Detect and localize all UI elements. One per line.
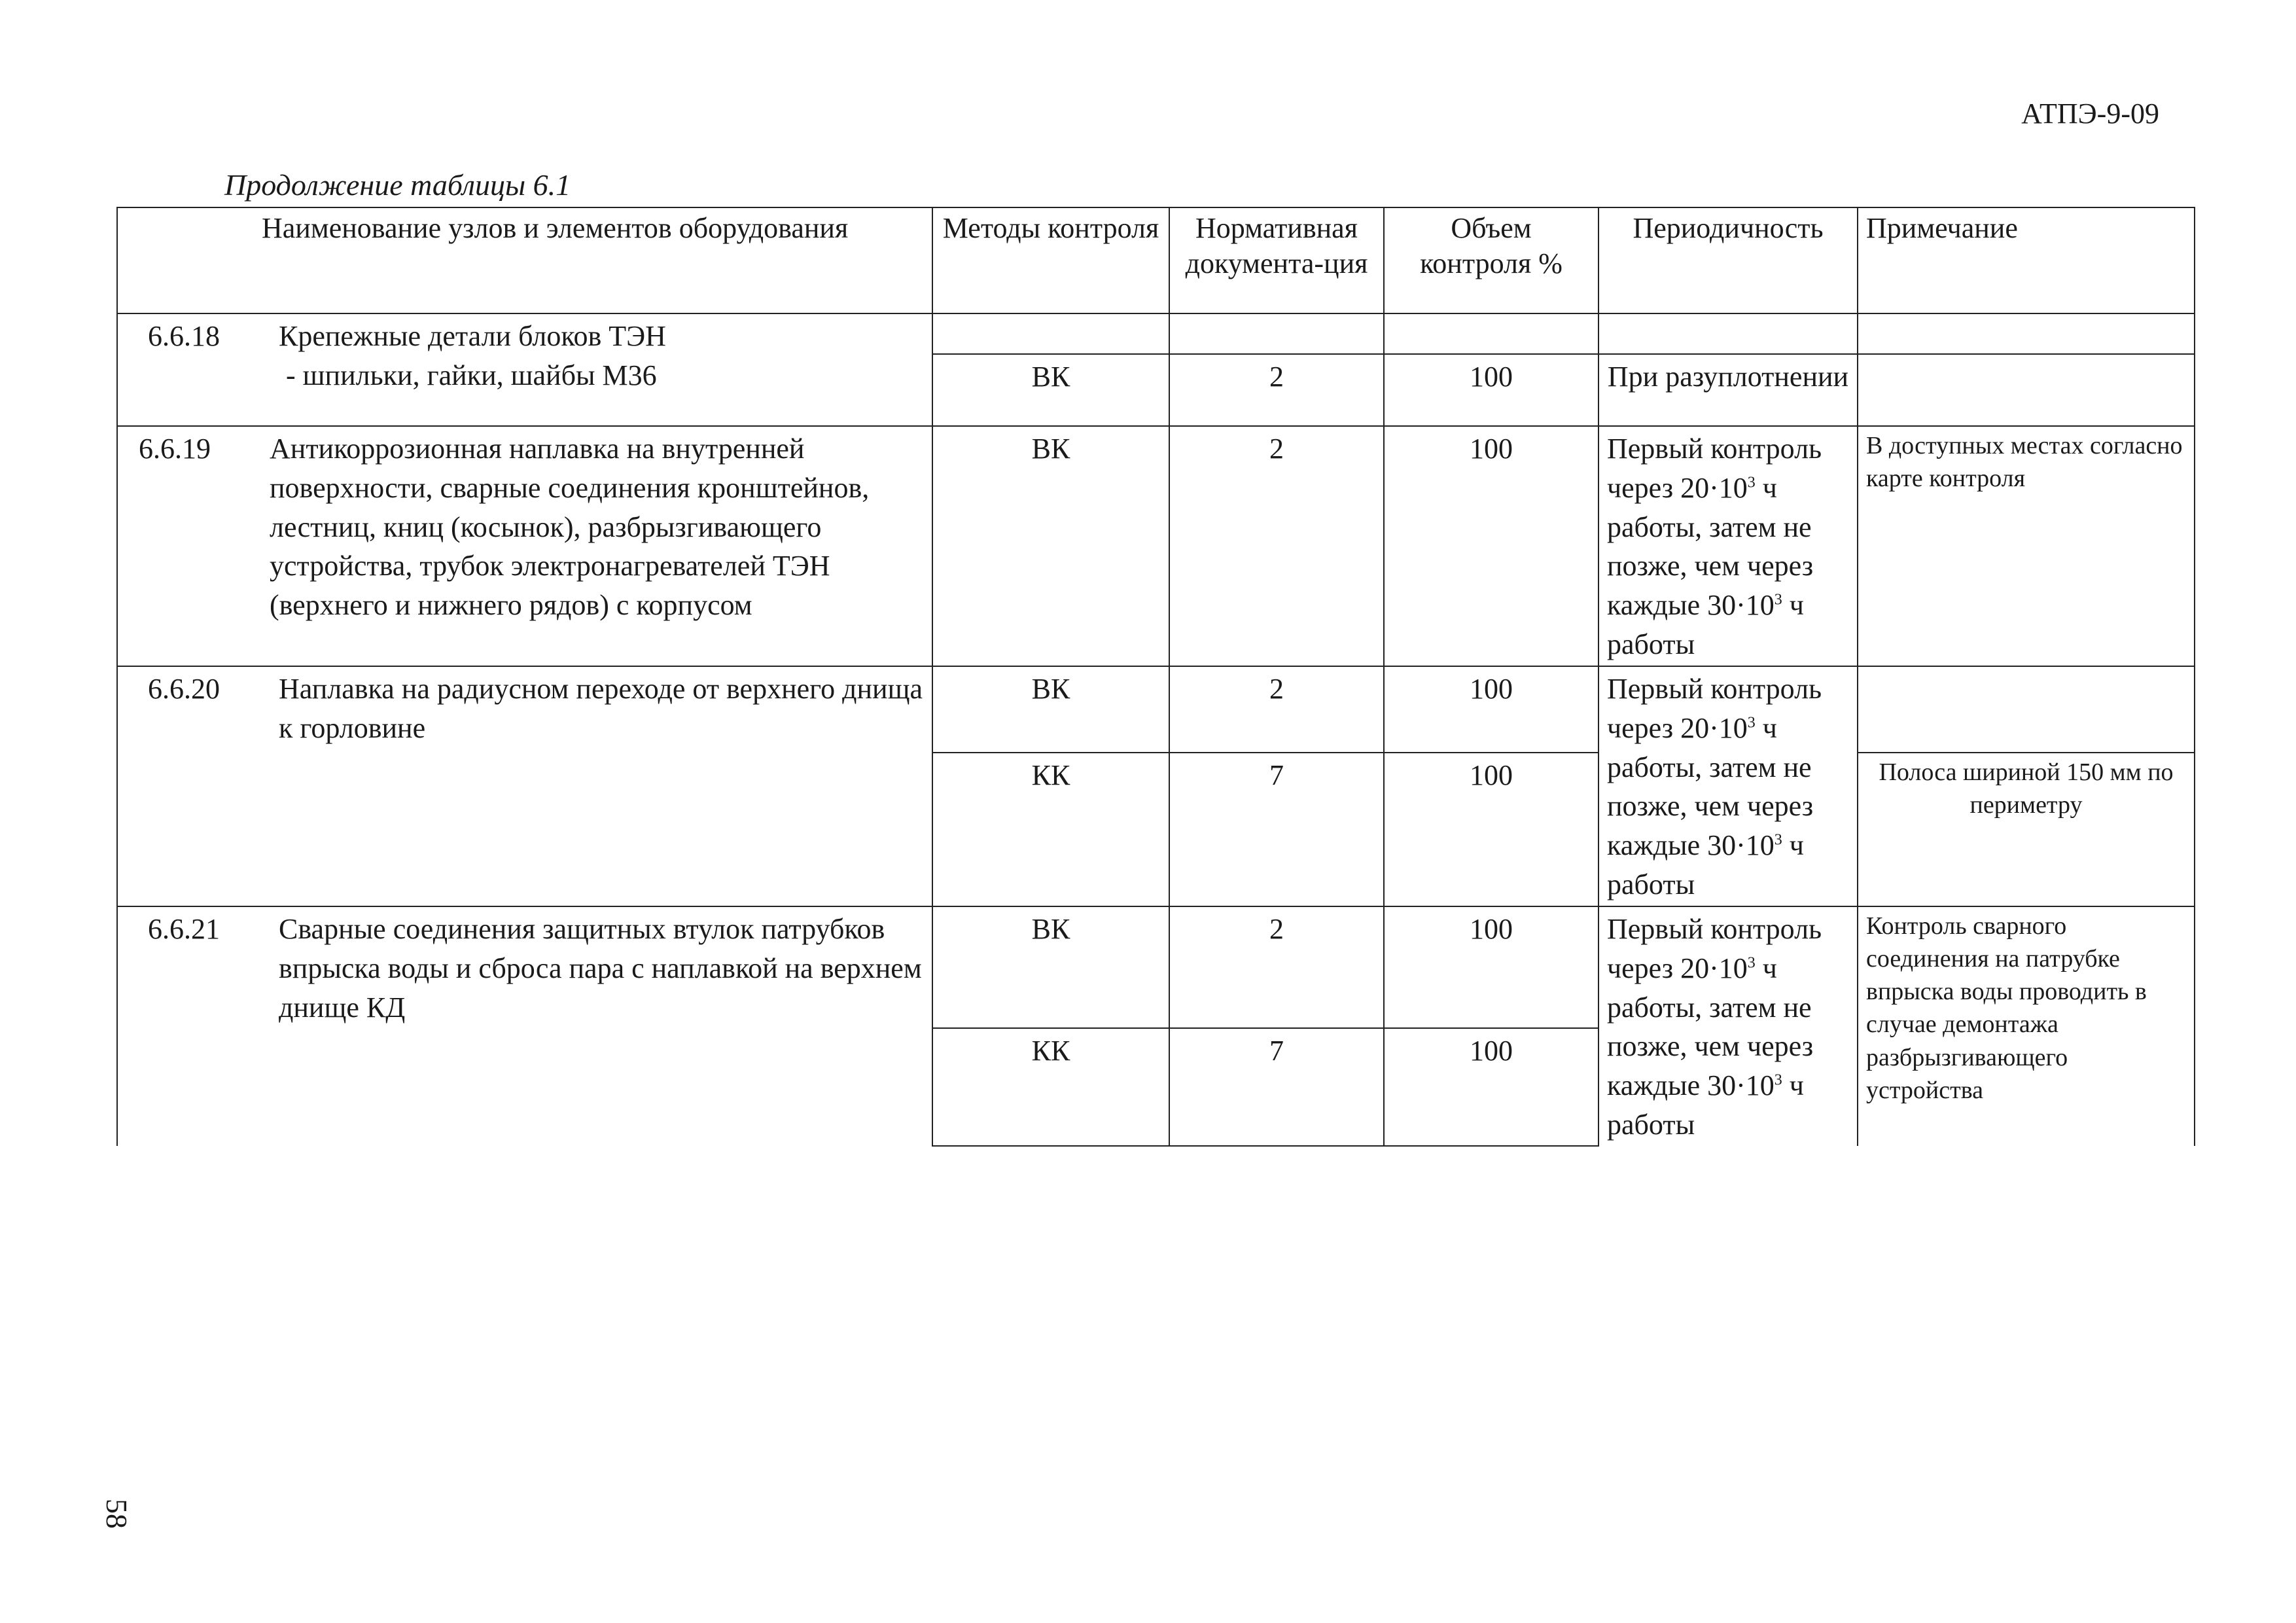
row-method: КК — [932, 753, 1169, 906]
row-name-cell — [117, 666, 932, 906]
period-part-a: Первый контроль через 20·10 — [1607, 433, 1822, 504]
period-part-c: ч работы — [1607, 829, 1804, 901]
row-period: При разуплотнении — [1598, 354, 1858, 426]
table-caption: Продолжение таблицы 6.1 — [224, 168, 571, 202]
period-part-c: ч работы — [1607, 1069, 1804, 1141]
row-name — [279, 317, 666, 395]
row-name-cell — [117, 426, 932, 666]
row-name-cell — [117, 906, 932, 1146]
row-period — [1598, 666, 1858, 906]
row-method: ВК — [932, 666, 1169, 753]
exponent: 3 — [1774, 1071, 1782, 1089]
row-doc: 2 — [1169, 666, 1384, 753]
row-name-cell — [117, 313, 932, 426]
exponent: 3 — [1747, 954, 1756, 972]
empty-cell — [1169, 313, 1384, 354]
table-row — [117, 666, 2195, 753]
table-header-row — [117, 207, 2195, 313]
period-part-a: Первый контроль через 20·10 — [1607, 672, 1822, 744]
table-row — [117, 426, 2195, 666]
row-volume: 100 — [1384, 354, 1598, 426]
exponent: 3 — [1747, 474, 1756, 491]
row-name: Наплавка на радиусном переходе от верхнего днища к горловине — [279, 672, 923, 744]
row-method: ВК — [932, 354, 1169, 426]
row-method: КК — [932, 1028, 1169, 1146]
exponent: 3 — [1774, 591, 1782, 609]
row-volume: 100 — [1384, 906, 1598, 1028]
row-period — [1598, 906, 1858, 1146]
row-note: Контроль сварного соединения на патрубке впрыска воды проводить в случае демонтажа разбрызгивающего устройства — [1858, 906, 2195, 1146]
row-note — [1858, 666, 2195, 753]
header-periodicity: Периодичность — [1598, 207, 1858, 313]
page-number: 58 — [100, 1499, 133, 1529]
row-number: 6.6.20 — [148, 672, 220, 705]
period-part-b: ч работы, затем не позже, чем через каждые 30·10 — [1607, 952, 1814, 1102]
period-part-a: Первый контроль через 20·10 — [1607, 912, 1822, 984]
row-note: В доступных местах согласно карте контроля — [1858, 426, 2195, 666]
header-normative: Нормативная документа-ция — [1169, 207, 1384, 313]
row-doc: 7 — [1169, 1028, 1384, 1146]
row-name-block — [126, 669, 924, 748]
row-volume: 100 — [1384, 753, 1598, 906]
row-name-block — [126, 429, 924, 625]
header-name: Наименование узлов и элементов оборудования — [117, 207, 932, 313]
row-number: 6.6.18 — [148, 320, 220, 352]
row-name-line2: - шпильки, гайки, шайбы М36 — [279, 359, 657, 391]
row-doc: 2 — [1169, 906, 1384, 1028]
row-name-line1: Крепежные детали блоков ТЭН — [279, 320, 666, 352]
row-volume: 100 — [1384, 1028, 1598, 1146]
row-note — [1858, 354, 2195, 426]
header-note: Примечание — [1858, 207, 2195, 313]
row-method: ВК — [932, 906, 1169, 1028]
row-volume: 100 — [1384, 666, 1598, 753]
row-name: Сварные соединения защитных втулок патрубков впрыска воды и сброса пара с наплавкой на верхнем днище КД — [279, 912, 922, 1024]
row-number: 6.6.19 — [139, 433, 211, 465]
empty-cell — [932, 313, 1169, 354]
table-row — [117, 313, 2195, 354]
empty-cell — [1598, 313, 1858, 354]
period-part-c: ч работы — [1607, 589, 1804, 661]
exponent: 3 — [1747, 714, 1756, 732]
row-name-block — [126, 910, 924, 1027]
row-name: Антикоррозионная наплавка на внутренней поверхности, сварные соединения кронштейнов, лестниц, книц (косынок), разбрызгивающего устройства, трубок электронагревателей ТЭН (верхнего и нижнего рядов) с корпусом — [270, 433, 870, 622]
exponent: 3 — [1774, 831, 1782, 849]
period-part-b: ч работы, затем не позже, чем через каждые 30·10 — [1607, 711, 1814, 862]
row-note: Полоса шириной 150 мм по периметру — [1858, 753, 2195, 906]
table-row — [117, 906, 2195, 1028]
control-table — [116, 207, 2195, 1147]
row-method: ВК — [932, 426, 1169, 666]
header-volume: Объем контроля % — [1384, 207, 1598, 313]
empty-cell — [1858, 313, 2195, 354]
row-period — [1598, 426, 1858, 666]
row-name-block — [126, 317, 924, 395]
row-doc: 2 — [1169, 354, 1384, 426]
document-code: АТПЭ-9-09 — [2021, 98, 2159, 130]
empty-cell — [1384, 313, 1598, 354]
row-number: 6.6.21 — [148, 912, 220, 945]
row-doc: 7 — [1169, 753, 1384, 906]
header-methods: Методы контроля — [932, 207, 1169, 313]
row-doc: 2 — [1169, 426, 1384, 666]
row-volume: 100 — [1384, 426, 1598, 666]
period-part-b: ч работы, затем не позже, чем через каждые 30·10 — [1607, 471, 1814, 622]
